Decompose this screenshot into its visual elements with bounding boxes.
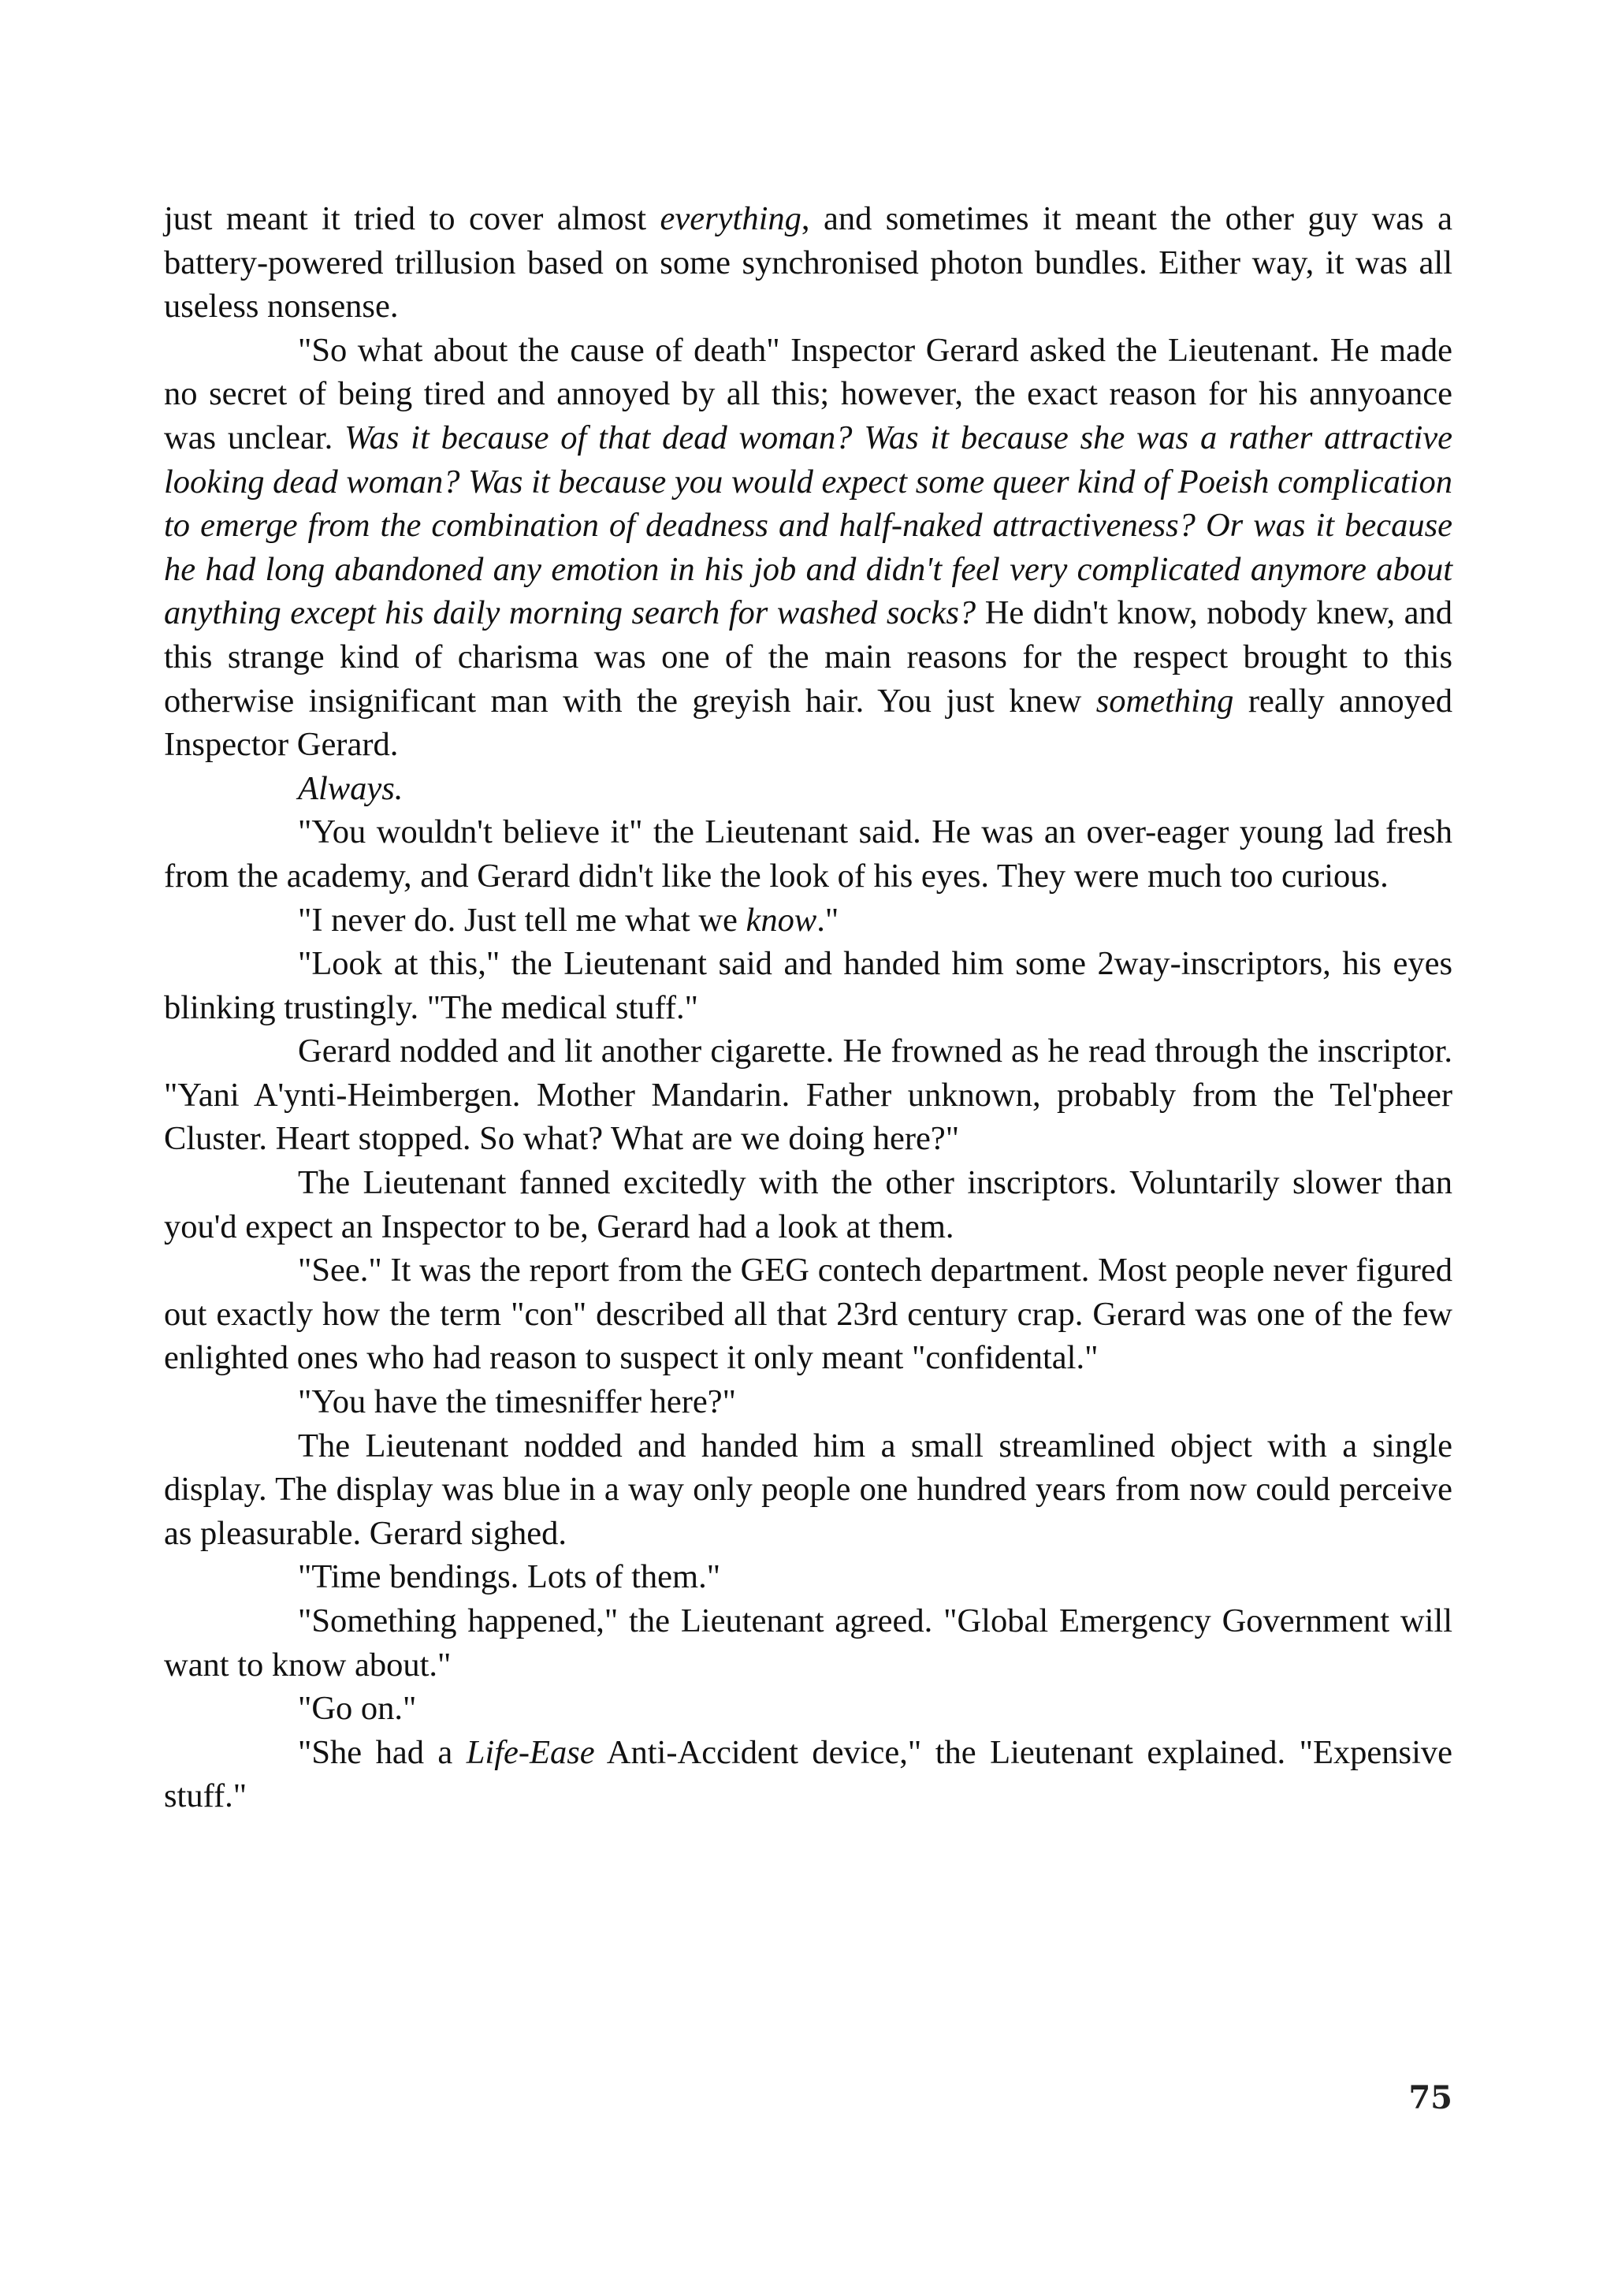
paragraph xyxy=(164,767,1452,811)
paragraph xyxy=(164,899,1452,943)
text-run: just meant it tried to cover almost xyxy=(164,200,660,237)
text-run: "Go on." xyxy=(298,1690,417,1728)
body-text xyxy=(164,197,1452,1818)
paragraph xyxy=(164,942,1452,1029)
page-number: 75 xyxy=(1408,2079,1452,2116)
italic-text: something xyxy=(1095,682,1234,720)
text-run: "You wouldn't believe it" the Lieutenant said. He was an over-eager young lad fresh from the academy, and Gerard didn't like the look of his eyes. They were much too curious. xyxy=(164,813,1452,895)
text-run: "Something happened," the Lieutenant agreed. "Global Emergency Government will want to know about." xyxy=(164,1602,1452,1684)
text-run: Gerard nodded and lit another cigarette. He frowned as he read through the inscriptor. "Yani A'ynti-Heimbergen. Mother Mandarin. Father unknown, probably from the Tel'pheer Cluster. Heart stopped. So what? What are we doing here?" xyxy=(164,1033,1452,1158)
paragraph xyxy=(164,1599,1452,1687)
paragraph xyxy=(164,1248,1452,1380)
paragraph xyxy=(164,1555,1452,1599)
paragraph xyxy=(164,1731,1452,1818)
paragraph xyxy=(164,1161,1452,1248)
paragraph xyxy=(164,1380,1452,1424)
paragraph xyxy=(164,197,1452,329)
text-run: "You have the timesniffer here?" xyxy=(298,1383,736,1421)
paragraph xyxy=(164,329,1452,767)
text-run: "So what about the cause of death" Inspector Gerard asked the Lieutenant. He made no secret of being tired and annoyed by all this; however, the exact reason for his annyoance was unclear. xyxy=(164,331,1452,456)
text-run: really annoyed Inspector Gerard. xyxy=(164,682,1452,764)
text-run: Anti-Accident device," the Lieutenant explained. "Expensive stuff." xyxy=(164,1733,1453,1815)
paragraph xyxy=(164,1687,1452,1731)
text-run: , and sometimes it meant the other guy was a battery-powered trillusion based on some synchronised photon bundles. Either way, it was all useless nonsense. xyxy=(164,200,1452,326)
italic-text: Always. xyxy=(298,769,404,807)
text-run: "See." It was the report from the GEG contech department. Most people never figured out exactly how the term "con" described all that 23rd century crap. Gerard was one of the few enlighted ones who had reason to suspect it only meant "confidental." xyxy=(164,1252,1452,1377)
italic-text: Life-Ease xyxy=(466,1733,595,1771)
text-run: The Lieutenant nodded and handed him a small streamlined object with a single display. The display was blue in a way only people one hundred years from now could perceive as pleasurable. Gerard sighed. xyxy=(164,1427,1452,1552)
text-run: "I never do. Just tell me what we xyxy=(298,901,746,939)
text-run: The Lieutenant fanned excitedly with the other inscriptors. Voluntarily slower than you'd expect an Inspector to be, Gerard had a look at them. xyxy=(164,1164,1452,1245)
italic-text: everything xyxy=(660,200,801,237)
text-run: "Look at this," the Lieutenant said and handed him some 2way-inscriptors, his eyes blinking trustingly. "The medical stuff." xyxy=(164,945,1452,1026)
italic-text: Was it because of that dead woman? Was it because she was a rather attractive looking dead woman? Was it because you would expect some queer kind of Poeish complication to emerge from the combination of deadness and half-naked attractiveness? Or was it because he had long abandoned any emotion in his job and didn't feel very complicated anymore about anything except his daily morning search for washed socks? xyxy=(164,419,1452,632)
paragraph xyxy=(164,1029,1452,1161)
text-run: He didn't know, nobody knew, and this strange kind of charisma was one of the main reasons for the respect brought to this otherwise insignificant man with the greyish hair. You just knew xyxy=(164,594,1452,720)
text-run: "Time bendings. Lots of them." xyxy=(298,1558,721,1596)
italic-text: know xyxy=(746,901,817,939)
text-run: "She had a xyxy=(298,1733,467,1771)
paragraph xyxy=(164,810,1452,898)
paragraph xyxy=(164,1424,1452,1556)
text-run: ." xyxy=(816,901,839,939)
